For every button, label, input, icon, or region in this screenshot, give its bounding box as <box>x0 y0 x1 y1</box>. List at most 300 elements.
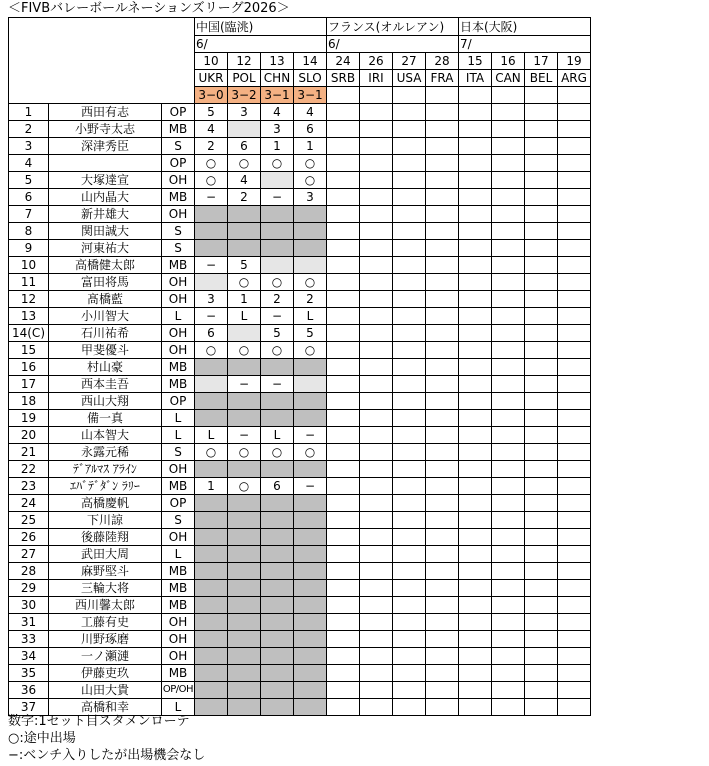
match-cell: 4 <box>195 121 228 138</box>
player-position: OP <box>162 393 195 410</box>
match-score: 3−2 <box>228 87 261 104</box>
player-position: MB <box>162 189 195 206</box>
match-day: 27 <box>393 53 426 70</box>
match-cell <box>294 648 327 665</box>
match-cell-empty <box>426 342 459 359</box>
match-cell-empty <box>393 529 426 546</box>
player-row <box>9 444 591 461</box>
match-cell <box>195 393 228 410</box>
match-cell-empty <box>393 240 426 257</box>
match-cell-empty <box>393 631 426 648</box>
player-row <box>9 172 591 189</box>
match-cell-empty <box>558 325 591 342</box>
player-number: 8 <box>9 223 49 240</box>
match-cell <box>261 580 294 597</box>
match-cell-empty <box>525 155 558 172</box>
match-cell-empty <box>360 648 393 665</box>
match-cell <box>228 648 261 665</box>
match-score <box>393 87 426 104</box>
match-cell-empty <box>525 597 558 614</box>
player-position: OH <box>162 529 195 546</box>
match-cell-empty <box>459 172 492 189</box>
player-row <box>9 614 591 631</box>
match-cell-empty <box>492 189 525 206</box>
player-position: OP <box>162 155 195 172</box>
match-cell: ○ <box>195 172 228 189</box>
player-number: 31 <box>9 614 49 631</box>
match-cell <box>195 274 228 291</box>
player-position: OH <box>162 274 195 291</box>
match-cell-empty <box>360 614 393 631</box>
match-cell-empty <box>327 699 360 716</box>
match-cell-empty <box>558 563 591 580</box>
match-cell-empty <box>426 291 459 308</box>
player-position: S <box>162 240 195 257</box>
match-cell-empty <box>426 597 459 614</box>
match-cell-empty <box>360 512 393 529</box>
match-cell-empty <box>360 699 393 716</box>
player-name: 三輪大将 <box>49 580 162 597</box>
match-cell-empty <box>492 223 525 240</box>
match-score: 3−1 <box>261 87 294 104</box>
player-name: 高橋健太郎 <box>49 257 162 274</box>
match-cell <box>294 240 327 257</box>
match-cell-empty <box>393 665 426 682</box>
match-cell <box>261 206 294 223</box>
match-score: 3−0 <box>195 87 228 104</box>
match-cell-empty <box>459 682 492 699</box>
match-cell-empty <box>393 597 426 614</box>
match-cell-empty <box>459 597 492 614</box>
player-name: 髙橋藍 <box>49 291 162 308</box>
match-cell <box>294 580 327 597</box>
match-cell-empty <box>525 104 558 121</box>
match-cell-empty <box>492 444 525 461</box>
match-cell-empty <box>558 699 591 716</box>
opponent-code: ITA <box>459 70 492 87</box>
player-position: OH <box>162 631 195 648</box>
match-cell-empty <box>459 393 492 410</box>
match-cell-empty <box>525 665 558 682</box>
match-day: 19 <box>558 53 591 70</box>
match-cell-empty <box>393 291 426 308</box>
match-cell-empty <box>558 529 591 546</box>
match-cell-empty <box>360 308 393 325</box>
match-cell <box>261 223 294 240</box>
match-cell-empty <box>525 325 558 342</box>
match-cell-empty <box>525 240 558 257</box>
match-cell-empty <box>558 444 591 461</box>
match-cell-empty <box>525 359 558 376</box>
match-cell-empty <box>525 121 558 138</box>
match-cell-empty <box>525 308 558 325</box>
match-cell <box>195 597 228 614</box>
match-cell: 1 <box>294 138 327 155</box>
player-number: 36 <box>9 682 49 699</box>
match-cell-empty <box>459 104 492 121</box>
match-cell: 2 <box>195 138 228 155</box>
match-cell-empty <box>393 580 426 597</box>
note-circle: ○:途中出場 <box>8 731 76 746</box>
match-cell <box>294 512 327 529</box>
match-cell-empty <box>525 631 558 648</box>
player-number: 26 <box>9 529 49 546</box>
match-cell: ○ <box>294 172 327 189</box>
match-cell: 6 <box>261 478 294 495</box>
match-cell <box>195 631 228 648</box>
match-day: 26 <box>360 53 393 70</box>
match-cell-empty <box>393 461 426 478</box>
player-position: OH <box>162 325 195 342</box>
opponent-code: SLO <box>294 70 327 87</box>
match-cell: 1 <box>228 291 261 308</box>
match-cell-empty <box>525 223 558 240</box>
match-cell-empty <box>327 138 360 155</box>
player-name: 高橋慶帆 <box>49 495 162 512</box>
match-cell-empty <box>558 359 591 376</box>
match-cell <box>261 495 294 512</box>
match-cell-empty <box>360 461 393 478</box>
match-cell-empty <box>393 342 426 359</box>
match-cell: 5 <box>261 325 294 342</box>
player-position: L <box>162 308 195 325</box>
match-cell-empty <box>525 546 558 563</box>
match-cell-empty <box>492 512 525 529</box>
match-cell-empty <box>327 546 360 563</box>
player-name: 伊藤吏玖 <box>49 665 162 682</box>
match-cell-empty <box>459 546 492 563</box>
match-cell-empty <box>558 461 591 478</box>
match-score <box>327 87 360 104</box>
player-number: 11 <box>9 274 49 291</box>
match-cell-empty <box>393 325 426 342</box>
match-cell-empty <box>558 121 591 138</box>
match-cell-empty <box>393 189 426 206</box>
match-cell <box>228 597 261 614</box>
match-cell-empty <box>426 155 459 172</box>
player-row <box>9 546 591 563</box>
player-row <box>9 512 591 529</box>
match-cell-empty <box>426 274 459 291</box>
player-position: MB <box>162 376 195 393</box>
player-number: 15 <box>9 342 49 359</box>
match-cell: ○ <box>195 444 228 461</box>
match-cell-empty <box>492 376 525 393</box>
match-score <box>426 87 459 104</box>
header-blank <box>9 18 195 104</box>
player-number: 37 <box>9 699 49 716</box>
match-cell-empty <box>360 325 393 342</box>
player-name: ｴﾊﾞﾃﾞﾀﾞﾝ ﾗﾘｰ <box>49 478 162 495</box>
match-cell <box>261 172 294 189</box>
match-cell-empty <box>426 359 459 376</box>
player-row <box>9 121 591 138</box>
match-cell <box>261 257 294 274</box>
match-cell <box>228 240 261 257</box>
player-row <box>9 308 591 325</box>
match-cell-empty <box>327 648 360 665</box>
match-cell <box>195 461 228 478</box>
match-cell-empty <box>426 444 459 461</box>
match-cell-empty <box>360 563 393 580</box>
match-cell-empty <box>558 155 591 172</box>
match-cell-empty <box>459 614 492 631</box>
match-cell-empty <box>525 580 558 597</box>
player-name <box>49 155 162 172</box>
opponent-code: UKR <box>195 70 228 87</box>
match-cell <box>195 410 228 427</box>
match-cell: L <box>195 427 228 444</box>
player-number: 10 <box>9 257 49 274</box>
player-row <box>9 291 591 308</box>
match-cell-empty <box>327 682 360 699</box>
match-day: 15 <box>459 53 492 70</box>
player-position: OH <box>162 648 195 665</box>
match-cell <box>195 665 228 682</box>
match-cell <box>195 682 228 699</box>
match-cell: − <box>261 189 294 206</box>
player-number: 7 <box>9 206 49 223</box>
match-cell-empty <box>459 631 492 648</box>
player-number: 23 <box>9 478 49 495</box>
match-cell <box>228 512 261 529</box>
match-cell-empty <box>393 376 426 393</box>
match-cell-empty <box>360 189 393 206</box>
match-cell-empty <box>492 614 525 631</box>
match-cell <box>294 631 327 648</box>
match-cell-empty <box>492 257 525 274</box>
match-day: 10 <box>195 53 228 70</box>
player-name: 新井雄大 <box>49 206 162 223</box>
player-row <box>9 563 591 580</box>
player-name: 後藤陸翔 <box>49 529 162 546</box>
match-cell-empty <box>426 172 459 189</box>
match-cell: 5 <box>228 257 261 274</box>
match-cell-empty <box>426 240 459 257</box>
match-score: 3−1 <box>294 87 327 104</box>
match-cell-empty <box>558 393 591 410</box>
player-row <box>9 138 591 155</box>
match-cell <box>294 529 327 546</box>
match-cell <box>261 546 294 563</box>
match-cell-empty <box>393 546 426 563</box>
match-cell-empty <box>426 376 459 393</box>
match-cell-empty <box>492 138 525 155</box>
match-cell <box>261 529 294 546</box>
venue-name: 日本(大阪) <box>459 18 591 36</box>
match-cell-empty <box>426 223 459 240</box>
player-number: 13 <box>9 308 49 325</box>
match-cell-empty <box>426 410 459 427</box>
match-cell-empty <box>327 427 360 444</box>
player-number: 25 <box>9 512 49 529</box>
match-cell <box>261 614 294 631</box>
match-cell-empty <box>558 631 591 648</box>
player-number: 21 <box>9 444 49 461</box>
match-cell-empty <box>492 121 525 138</box>
match-cell-empty <box>558 240 591 257</box>
match-cell-empty <box>393 172 426 189</box>
match-cell-empty <box>459 563 492 580</box>
player-position: OH <box>162 461 195 478</box>
player-row <box>9 597 591 614</box>
match-cell-empty <box>327 342 360 359</box>
match-cell <box>261 648 294 665</box>
player-row <box>9 240 591 257</box>
match-cell <box>294 614 327 631</box>
player-row <box>9 325 591 342</box>
match-cell-empty <box>360 172 393 189</box>
match-cell-empty <box>525 172 558 189</box>
match-cell: 2 <box>261 291 294 308</box>
player-name: 高橋和幸 <box>49 699 162 716</box>
player-position: L <box>162 699 195 716</box>
match-cell: 3 <box>228 104 261 121</box>
opponent-code: FRA <box>426 70 459 87</box>
match-cell <box>294 359 327 376</box>
match-cell <box>228 563 261 580</box>
match-cell <box>261 682 294 699</box>
match-cell-empty <box>558 597 591 614</box>
player-name: 川野琢磨 <box>49 631 162 648</box>
player-position: L <box>162 410 195 427</box>
match-cell: ○ <box>261 155 294 172</box>
venue-month: 6/ <box>195 36 327 53</box>
opponent-code: CHN <box>261 70 294 87</box>
player-row <box>9 410 591 427</box>
match-cell-empty <box>327 597 360 614</box>
match-cell <box>261 563 294 580</box>
match-cell <box>261 699 294 716</box>
opponent-code: IRI <box>360 70 393 87</box>
player-number: 29 <box>9 580 49 597</box>
match-cell: 3 <box>261 121 294 138</box>
match-cell-empty <box>558 495 591 512</box>
opponent-code: POL <box>228 70 261 87</box>
match-cell-empty <box>426 478 459 495</box>
match-cell-empty <box>360 104 393 121</box>
match-cell-empty <box>492 631 525 648</box>
match-cell <box>261 631 294 648</box>
player-number: 4 <box>9 155 49 172</box>
player-position: OH <box>162 614 195 631</box>
match-cell-empty <box>459 648 492 665</box>
match-cell-empty <box>360 240 393 257</box>
match-cell-empty <box>327 291 360 308</box>
match-cell-empty <box>459 376 492 393</box>
match-cell: − <box>195 308 228 325</box>
match-cell-empty <box>558 223 591 240</box>
match-day: 24 <box>327 53 360 70</box>
match-cell: ○ <box>228 274 261 291</box>
match-cell <box>195 614 228 631</box>
match-cell-empty <box>558 189 591 206</box>
match-cell-empty <box>459 512 492 529</box>
player-row <box>9 648 591 665</box>
player-row <box>9 257 591 274</box>
match-cell-empty <box>360 206 393 223</box>
player-row <box>9 631 591 648</box>
match-cell-empty <box>525 614 558 631</box>
match-cell-empty <box>360 121 393 138</box>
match-cell <box>228 410 261 427</box>
match-cell <box>261 393 294 410</box>
match-cell <box>294 393 327 410</box>
match-cell: 4 <box>228 172 261 189</box>
match-cell-empty <box>525 648 558 665</box>
match-cell: − <box>195 189 228 206</box>
match-cell: 5 <box>195 104 228 121</box>
match-cell <box>294 257 327 274</box>
match-cell-empty <box>327 308 360 325</box>
player-row <box>9 461 591 478</box>
match-cell-empty <box>360 580 393 597</box>
match-cell-empty <box>426 461 459 478</box>
match-cell-empty <box>492 665 525 682</box>
player-position: OP <box>162 495 195 512</box>
match-cell-empty <box>492 274 525 291</box>
match-cell-empty <box>393 104 426 121</box>
player-position: MB <box>162 580 195 597</box>
player-name: 深津秀臣 <box>49 138 162 155</box>
match-cell <box>195 359 228 376</box>
player-number: 33 <box>9 631 49 648</box>
match-cell-empty <box>525 529 558 546</box>
match-cell-empty <box>327 121 360 138</box>
match-cell-empty <box>492 206 525 223</box>
match-cell-empty <box>426 580 459 597</box>
player-number: 6 <box>9 189 49 206</box>
match-cell <box>261 665 294 682</box>
opponent-code: ARG <box>558 70 591 87</box>
match-cell: 4 <box>294 104 327 121</box>
match-cell <box>228 682 261 699</box>
player-name: 河東祐大 <box>49 240 162 257</box>
match-cell-empty <box>459 495 492 512</box>
match-cell <box>228 393 261 410</box>
match-cell <box>228 461 261 478</box>
match-cell-empty <box>459 223 492 240</box>
match-cell-empty <box>327 325 360 342</box>
player-name: 小川智大 <box>49 308 162 325</box>
player-name: 麻野堅斗 <box>49 563 162 580</box>
player-number: 22 <box>9 461 49 478</box>
match-cell <box>294 699 327 716</box>
player-name: 一ノ瀬漣 <box>49 648 162 665</box>
match-cell-empty <box>393 495 426 512</box>
match-cell-empty <box>327 495 360 512</box>
note-dash: −:ベンチ入りしたが出場機会なし <box>8 748 206 763</box>
match-cell-empty <box>459 461 492 478</box>
match-cell-empty <box>327 665 360 682</box>
player-row <box>9 359 591 376</box>
player-position: OP <box>162 104 195 121</box>
match-cell-empty <box>492 478 525 495</box>
match-cell-empty <box>360 495 393 512</box>
match-cell: − <box>261 308 294 325</box>
match-cell: 6 <box>195 325 228 342</box>
match-cell-empty <box>558 512 591 529</box>
match-cell <box>261 359 294 376</box>
match-cell-empty <box>360 138 393 155</box>
match-cell <box>294 665 327 682</box>
match-cell-empty <box>426 631 459 648</box>
match-cell: 3 <box>195 291 228 308</box>
match-cell: − <box>261 376 294 393</box>
match-cell: 3 <box>294 189 327 206</box>
match-cell-empty <box>426 546 459 563</box>
match-cell-empty <box>393 206 426 223</box>
